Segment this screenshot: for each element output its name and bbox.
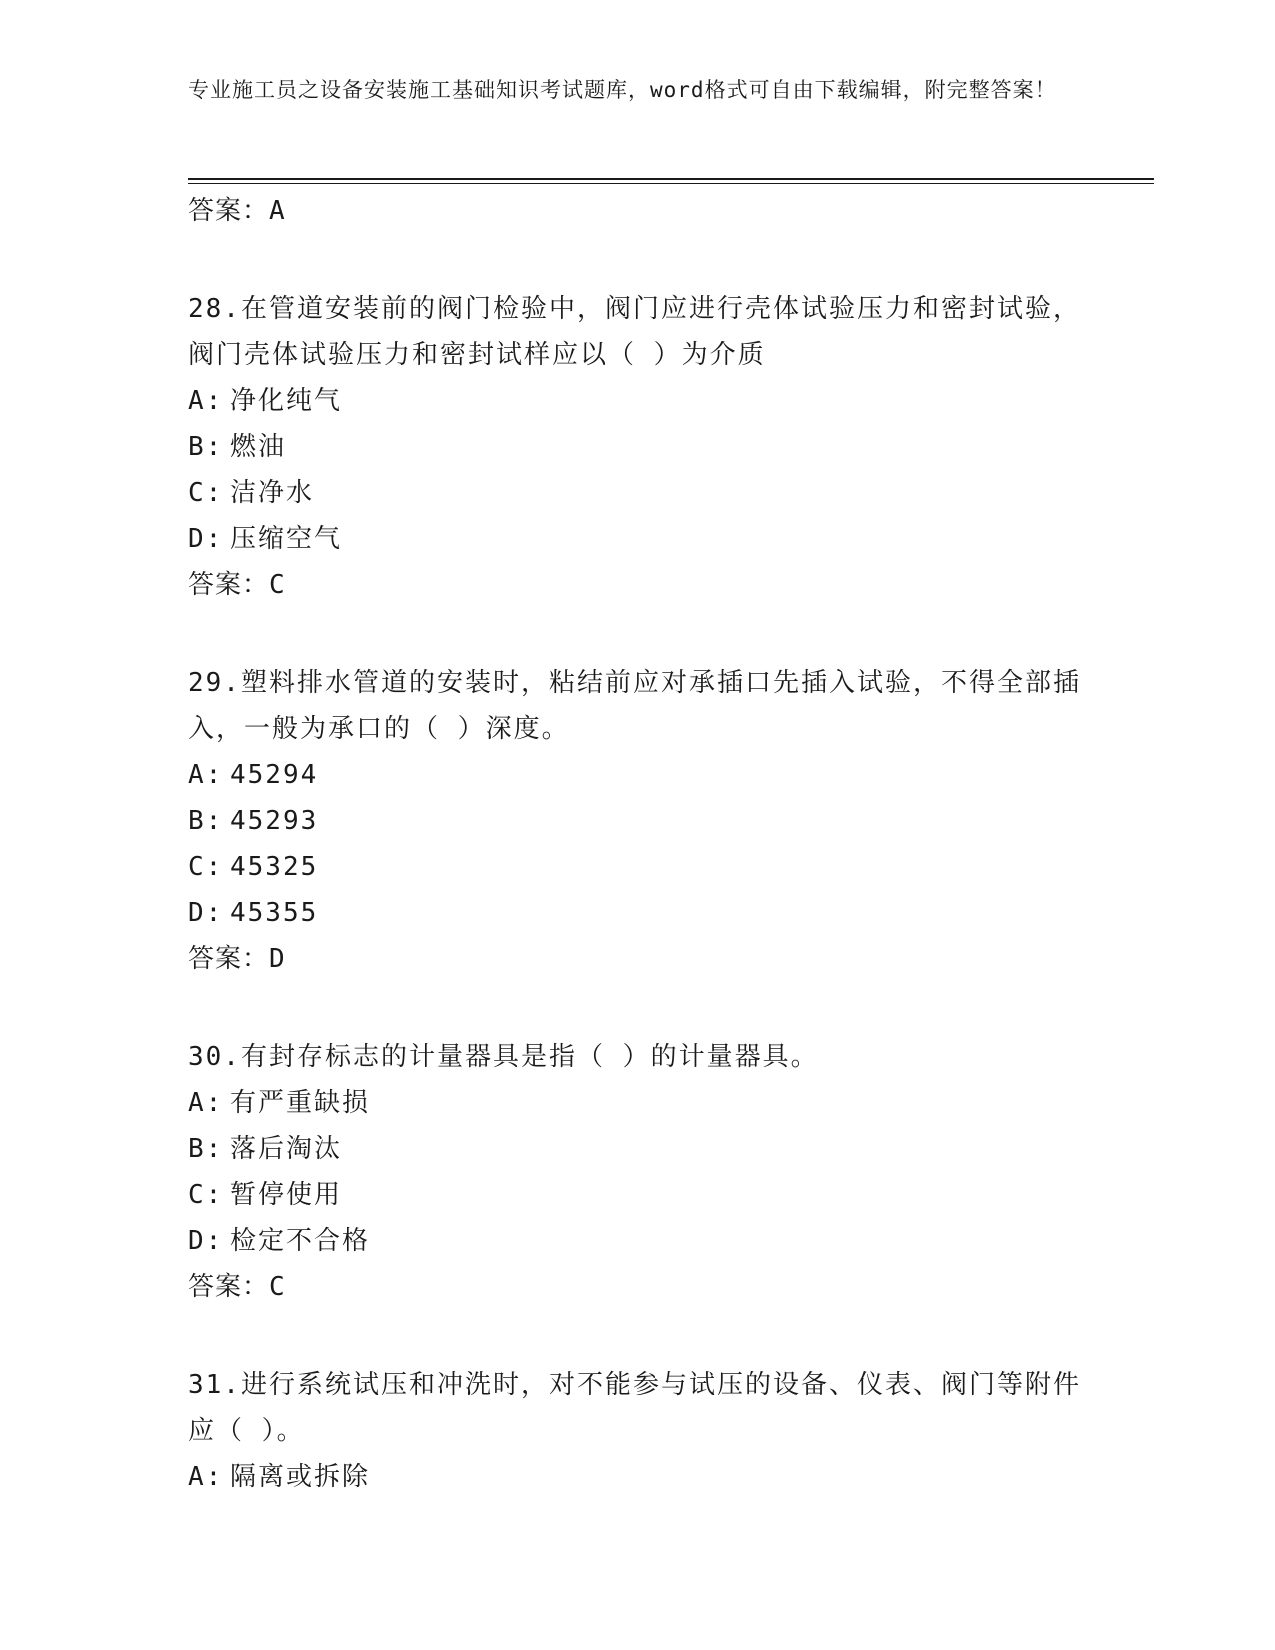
option-key: A: (188, 760, 224, 790)
question-stem: 30.有封存标志的计量器具是指（ ）的计量器具。 (188, 1042, 819, 1072)
option-a (188, 378, 1088, 424)
question-stem: 28.在管道安装前的阀门检验中，阀门应进行壳体试验压力和密封试验，阀门壳体试验压力和密封试样应以（ ）为介质 (188, 294, 1081, 370)
option-key: D: (188, 898, 224, 928)
option-b (188, 424, 1088, 470)
option-d (188, 1218, 1088, 1264)
option-c (188, 844, 1088, 890)
answer-label: 答案： (188, 570, 270, 600)
answer-line (188, 188, 1088, 234)
answer-value: C (269, 1272, 286, 1302)
option-a (188, 752, 1088, 798)
option-text: 有严重缺损 (230, 1088, 371, 1118)
option-key: A: (188, 386, 224, 416)
option-key: B: (188, 806, 224, 836)
page-header: 专业施工员之设备安装施工基础知识考试题库，word格式可自由下载编辑，附完整答案！ (188, 78, 1057, 102)
option-text: 45293 (230, 806, 319, 836)
answer-label: 答案： (188, 1272, 270, 1302)
header-divider-thin (188, 183, 1154, 184)
option-key: B: (188, 432, 224, 462)
option-key: B: (188, 1134, 224, 1164)
answer-value: C (269, 570, 286, 600)
option-key: C: (188, 478, 224, 508)
option-key: C: (188, 852, 224, 882)
answer-line (188, 1264, 1088, 1310)
answer-line (188, 562, 1088, 608)
answer-line (188, 936, 1088, 982)
header-divider (188, 178, 1154, 180)
answer-label: 答案： (188, 944, 270, 974)
option-key: A: (188, 1462, 224, 1492)
option-text: 洁净水 (230, 478, 315, 508)
option-d (188, 890, 1088, 936)
option-a (188, 1454, 1088, 1500)
question-28 (188, 286, 1088, 608)
option-key: D: (188, 1226, 224, 1256)
option-text: 落后淘汰 (230, 1134, 343, 1164)
question-31 (188, 1362, 1088, 1500)
question-30 (188, 1034, 1088, 1310)
option-b (188, 1126, 1088, 1172)
option-a (188, 1080, 1088, 1126)
option-c (188, 470, 1088, 516)
question-29 (188, 660, 1088, 982)
option-text: 45294 (230, 760, 319, 790)
answer-value: D (269, 944, 286, 974)
option-text: 暂停使用 (230, 1180, 343, 1210)
option-c (188, 1172, 1088, 1218)
option-d (188, 516, 1088, 562)
question-stem: 29.塑料排水管道的安装时，粘结前应对承插口先插入试验，不得全部插入，一般为承口的（ ）深度。 (188, 668, 1081, 744)
option-text: 压缩空气 (230, 524, 343, 554)
option-b (188, 798, 1088, 844)
question-stem: 31.进行系统试压和冲洗时，对不能参与试压的设备、仪表、阀门等附件应（ ）。 (188, 1370, 1081, 1446)
answer-label: 答案： (188, 196, 270, 226)
question-list (188, 188, 1088, 1500)
option-key: D: (188, 524, 224, 554)
option-text: 检定不合格 (230, 1226, 371, 1256)
option-text: 净化纯气 (230, 386, 343, 416)
option-key: C: (188, 1180, 224, 1210)
option-text: 45325 (230, 852, 319, 882)
answer-value: A (269, 196, 286, 226)
option-key: A: (188, 1088, 224, 1118)
option-text: 燃油 (230, 432, 287, 462)
option-text: 隔离或拆除 (230, 1462, 371, 1492)
option-text: 45355 (230, 898, 319, 928)
